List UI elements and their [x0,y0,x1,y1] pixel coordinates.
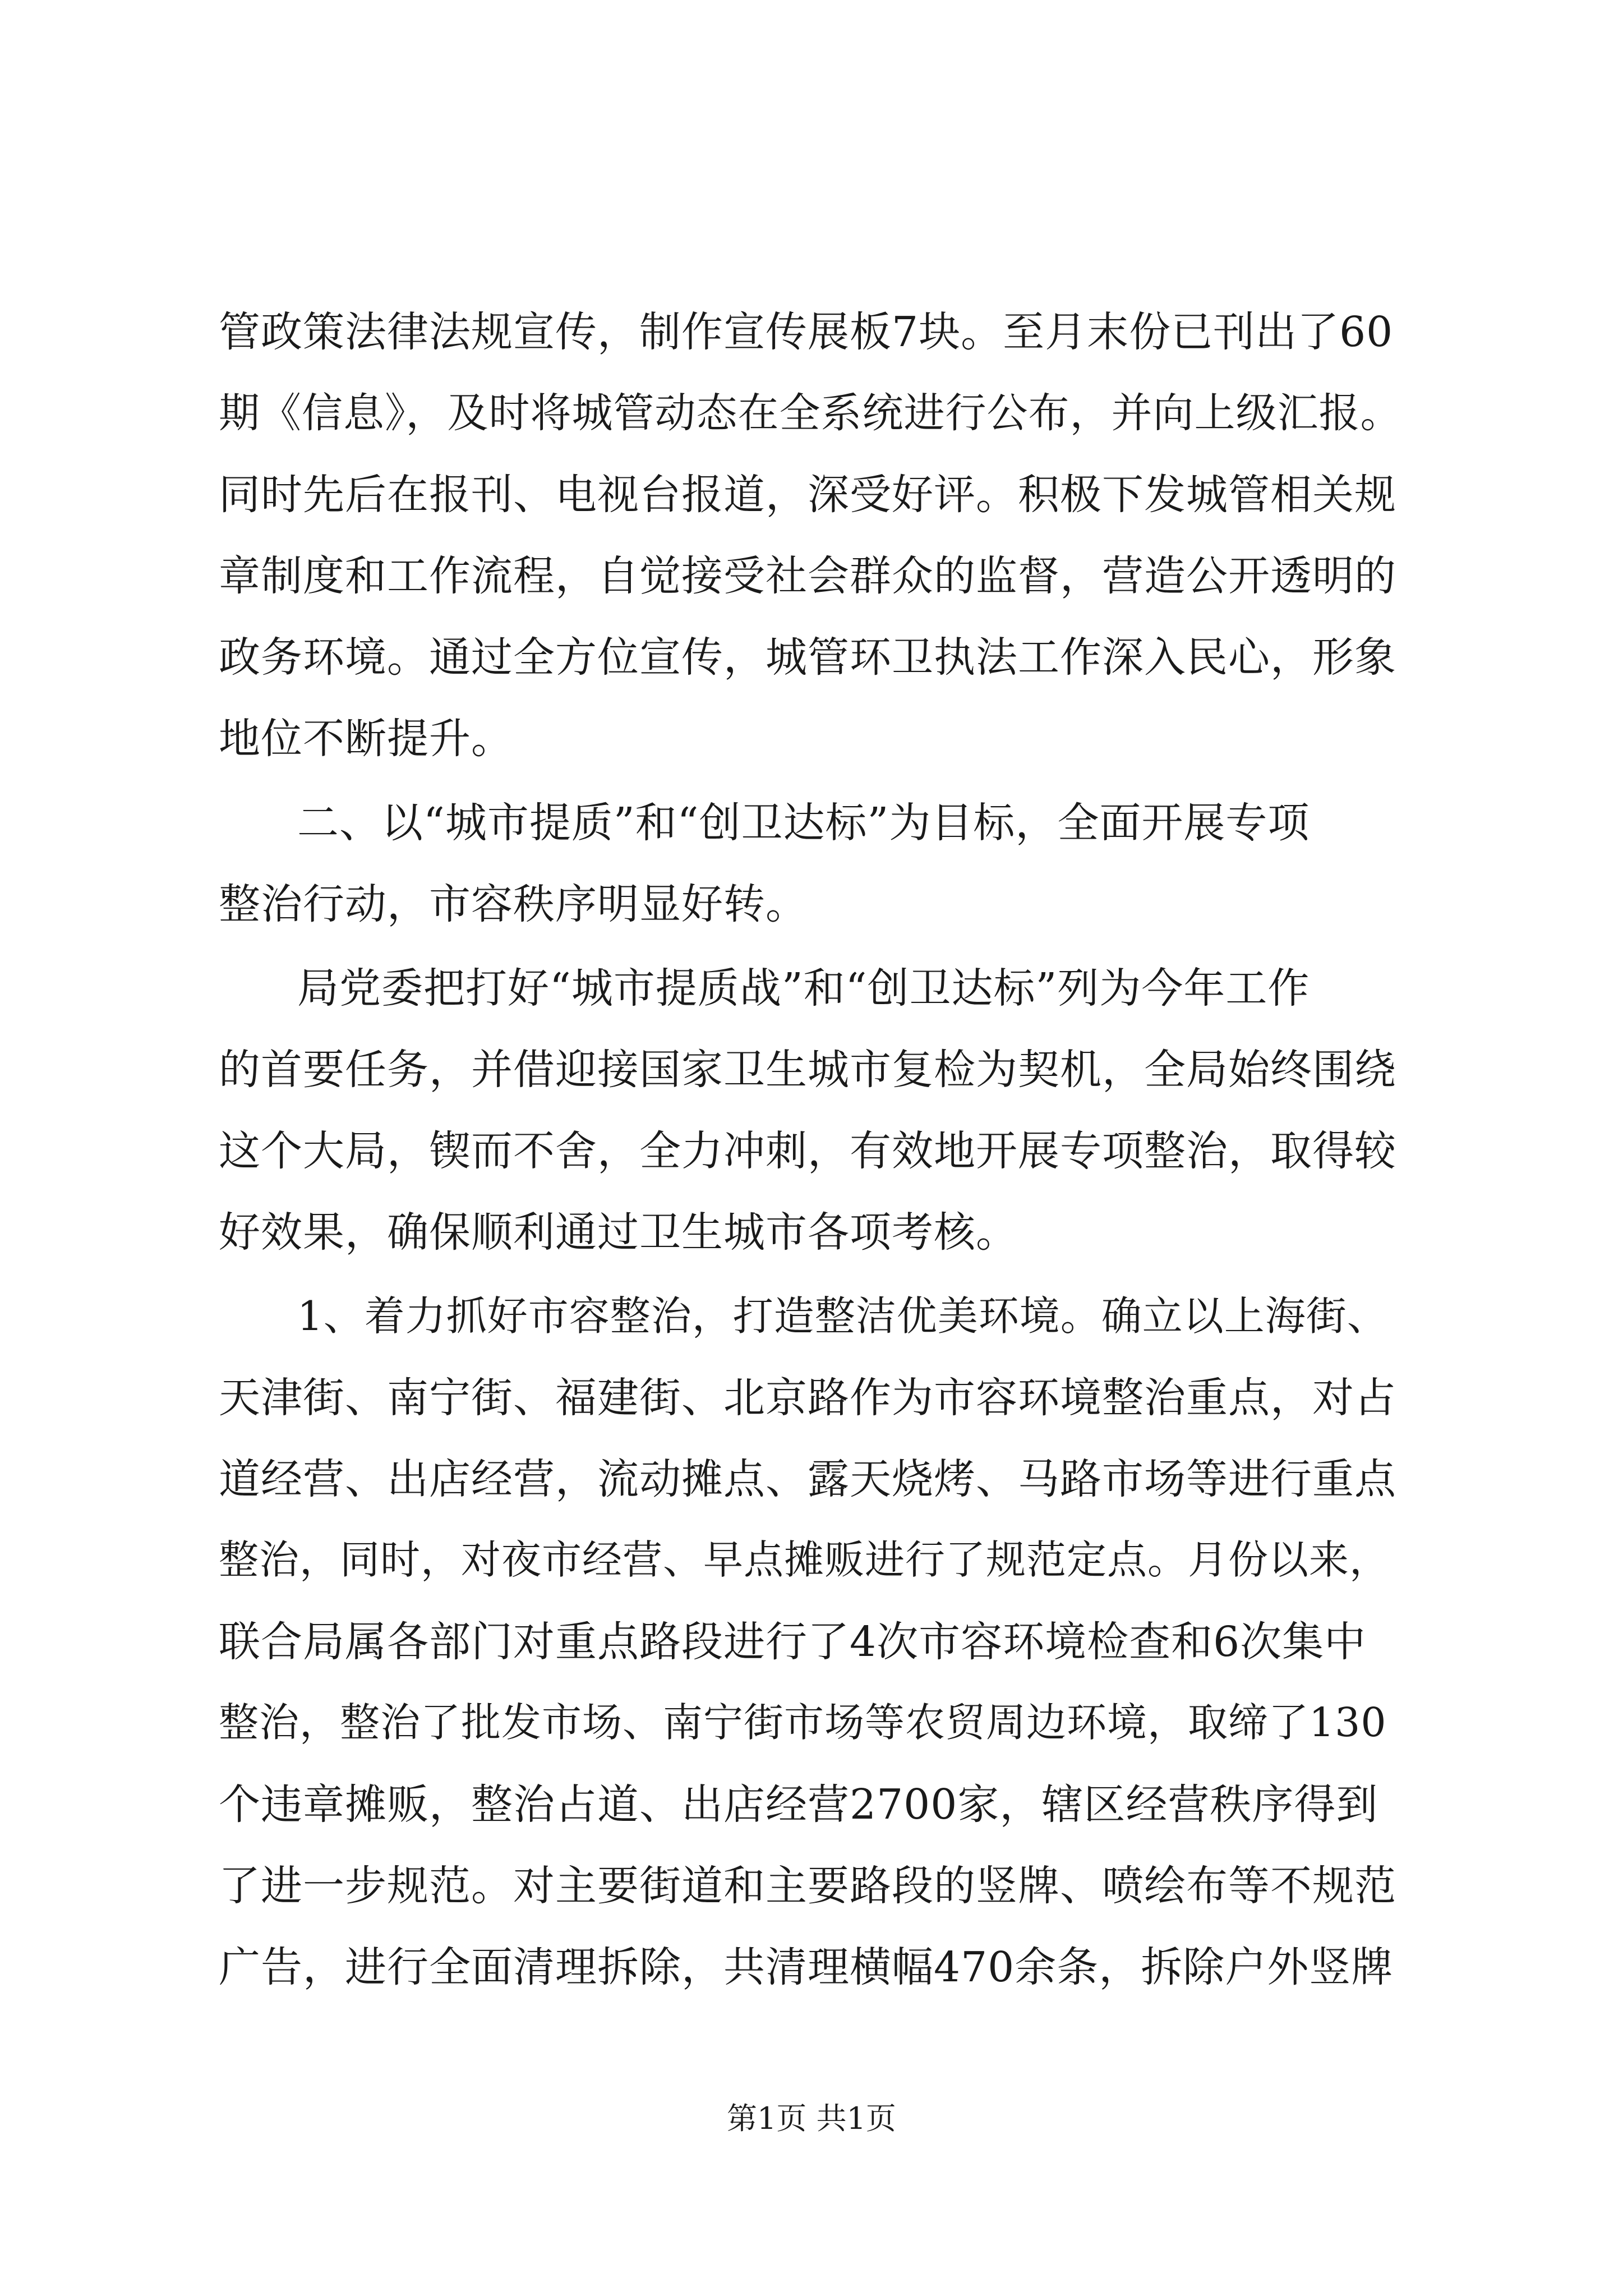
page-number-footer: 第1页 共1页 [727,2101,896,2136]
text-line: 1、着力抓好市容整治，打造整洁优美环境。确立以上海街、 [297,1292,1388,1340]
section-heading-line: 二、以“城市提质”和“创卫达标”为目标，全面开展专项 [297,799,1310,847]
text-line: 广告，进行全面清理拆除，共清理横幅470余条，拆除户外竖牌 [219,1943,1394,1991]
text-line: 整治，同时，对夜市经营、早点摊贩进行了规范定点。月份以来， [219,1536,1390,1583]
text-line: 管政策法律法规宣传，制作宣传展板7块。至月末份已刊出了60 [219,308,1394,356]
text-line: 联合局属各部门对重点路段进行了4次市容环境检查和6次集中 [219,1618,1367,1666]
text-line: 道经营、出店经营，流动摊点、露天烧烤、马路市场等进行重点 [219,1455,1396,1503]
text-line: 局党委把打好“城市提质战”和“创卫达标”列为今年工作 [297,964,1310,1013]
text-line: 同时先后在报刊、电视台报道，深受好评。积极下发城管相关规 [219,471,1396,519]
text-line: 整治，整治了批发市场、南宁街市场等农贸周边环境，取缔了130 [219,1699,1387,1746]
text-line: 的首要任务，并借迎接国家卫生城市复检为契机，全局始终围绕 [219,1046,1396,1094]
text-line: 了进一步规范。对主要街道和主要路段的竖牌、喷绘布等不规范 [219,1862,1396,1910]
text-line: 政务环境。通过全方位宣传，城管环卫执法工作深入民心，形象 [219,633,1396,682]
section-heading-line: 整治行动，市容秩序明显好转。 [219,880,808,928]
text-line: 好效果，确保顺利通过卫生城市各项考核。 [219,1208,1018,1257]
text-line: 这个大局，锲而不舍，全力冲刺，有效地开展专项整治，取得较 [219,1127,1396,1175]
text-line: 个违章摊贩，整治占道、出店经营2700家，辖区经营秩序得到 [219,1780,1378,1829]
text-line: 地位不断提升。 [219,715,513,763]
text-line: 天津街、南宁街、福建街、北京路作为市容环境整治重点，对占 [219,1374,1396,1422]
text-line: 章制度和工作流程，自觉接受社会群众的监督，营造公开透明的 [219,552,1396,600]
text-line: 期《信息》，及时将城管动态在全系统进行公布，并向上级汇报。 [219,389,1402,437]
